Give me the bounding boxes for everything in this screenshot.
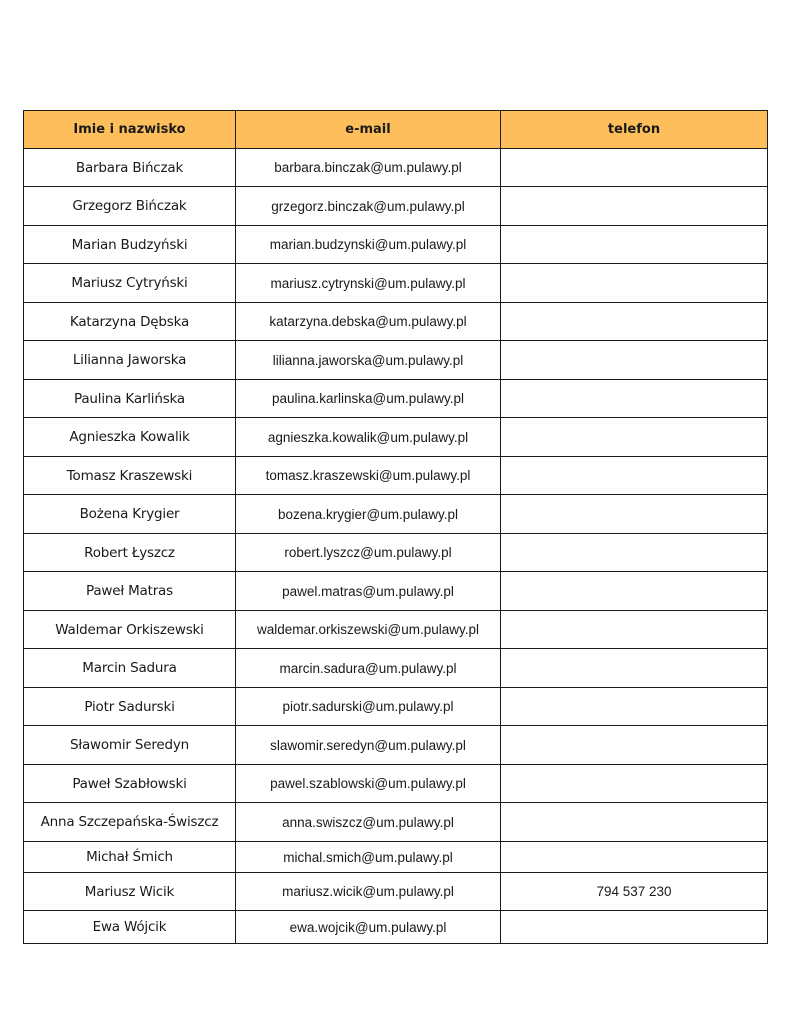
table-row [24,649,768,688]
table-row [24,572,768,611]
email-address: waldemar.orkiszewski@um.pulawy.pl [236,611,501,649]
column-header-email: e-mail [236,111,501,149]
person-name: Anna Szczepańska-Świszcz [24,803,236,842]
person-name: Sławomir Seredyn [24,726,236,765]
table-row [24,418,768,457]
table-body [24,149,768,944]
person-name: Mariusz Cytryński [24,264,236,303]
phone-number [501,264,768,303]
person-name: Marian Budzyński [24,226,236,264]
table-row [24,688,768,726]
phone-number [501,187,768,226]
phone-number [501,341,768,380]
email-address: grzegorz.binczak@um.pulawy.pl [236,187,501,226]
person-name: Piotr Sadurski [24,688,236,726]
email-address: mariusz.cytrynski@um.pulawy.pl [236,264,501,303]
person-name: Mariusz Wicik [24,873,236,911]
person-name: Paulina Karlińska [24,380,236,418]
phone-number [501,457,768,495]
phone-number [501,803,768,842]
person-name: Waldemar Orkiszewski [24,611,236,649]
table-row [24,911,768,944]
email-address: agnieszka.kowalik@um.pulawy.pl [236,418,501,457]
phone-number [501,534,768,572]
table-row [24,495,768,534]
email-address: marian.budzynski@um.pulawy.pl [236,226,501,264]
email-address: slawomir.seredyn@um.pulawy.pl [236,726,501,765]
table-row [24,457,768,495]
phone-number: 794 537 230 [501,873,768,911]
person-name: Paweł Matras [24,572,236,611]
email-address: lilianna.jaworska@um.pulawy.pl [236,341,501,380]
phone-number [501,226,768,264]
person-name: Bożena Krygier [24,495,236,534]
column-header-phone: telefon [501,111,768,149]
phone-number [501,649,768,688]
person-name: Tomasz Kraszewski [24,457,236,495]
person-name: Agnieszka Kowalik [24,418,236,457]
person-name: Barbara Bińczak [24,149,236,187]
phone-number [501,495,768,534]
table-row [24,226,768,264]
phone-number [501,842,768,873]
person-name: Ewa Wójcik [24,911,236,944]
email-address: pawel.matras@um.pulawy.pl [236,572,501,611]
person-name: Marcin Sadura [24,649,236,688]
email-address: piotr.sadurski@um.pulawy.pl [236,688,501,726]
table-row [24,842,768,873]
table-row [24,534,768,572]
phone-number [501,688,768,726]
column-header-name: Imie i nazwisko [24,111,236,149]
phone-number [501,726,768,765]
email-address: mariusz.wicik@um.pulawy.pl [236,873,501,911]
person-name: Katarzyna Dębska [24,303,236,341]
table-row [24,765,768,803]
phone-number [501,765,768,803]
email-address: barbara.binczak@um.pulawy.pl [236,149,501,187]
email-address: paulina.karlinska@um.pulawy.pl [236,380,501,418]
phone-number [501,611,768,649]
table-row [24,726,768,765]
person-name: Robert Łyszcz [24,534,236,572]
phone-number [501,418,768,457]
email-address: pawel.szablowski@um.pulawy.pl [236,765,501,803]
email-address: marcin.sadura@um.pulawy.pl [236,649,501,688]
table-row [24,341,768,380]
phone-number [501,380,768,418]
table-row [24,803,768,842]
person-name: Grzegorz Bińczak [24,187,236,226]
phone-number [501,149,768,187]
table-row [24,264,768,303]
person-name: Lilianna Jaworska [24,341,236,380]
table-row [24,380,768,418]
person-name: Paweł Szabłowski [24,765,236,803]
person-name: Michał Śmich [24,842,236,873]
email-address: bozena.krygier@um.pulawy.pl [236,495,501,534]
email-address: anna.swiszcz@um.pulawy.pl [236,803,501,842]
table-row [24,303,768,341]
phone-number [501,911,768,944]
email-address: michal.smich@um.pulawy.pl [236,842,501,873]
table-row [24,149,768,187]
phone-number [501,303,768,341]
table-header-row [24,111,768,149]
table-row [24,187,768,226]
contact-table [23,110,768,944]
table-row [24,611,768,649]
email-address: ewa.wojcik@um.pulawy.pl [236,911,501,944]
email-address: tomasz.kraszewski@um.pulawy.pl [236,457,501,495]
table-row [24,873,768,911]
email-address: robert.lyszcz@um.pulawy.pl [236,534,501,572]
phone-number [501,572,768,611]
email-address: katarzyna.debska@um.pulawy.pl [236,303,501,341]
